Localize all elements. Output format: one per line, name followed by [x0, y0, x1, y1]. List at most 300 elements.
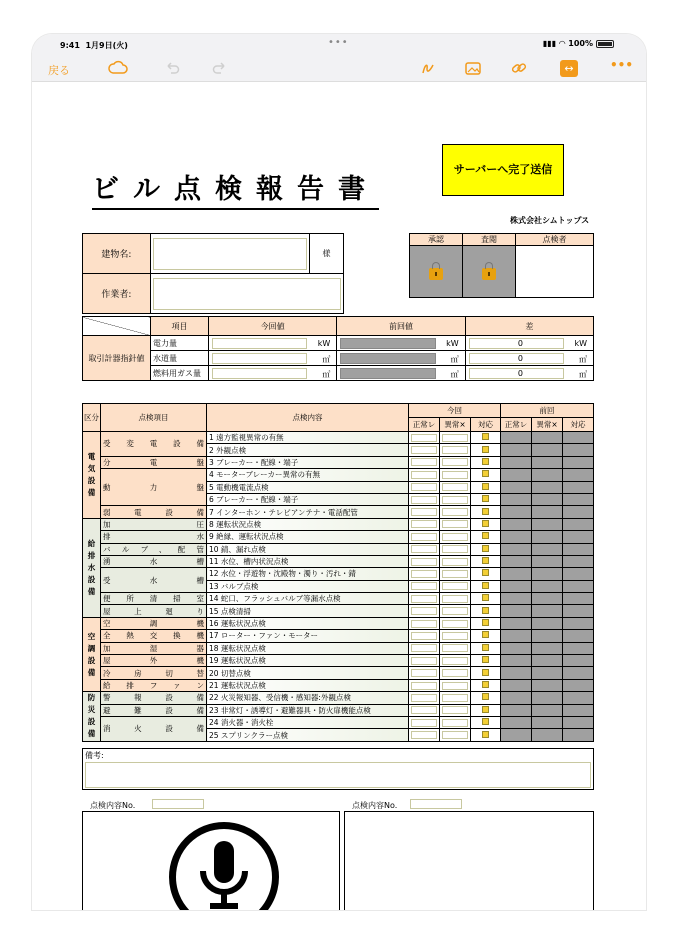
check-item-cell: 冷房切替	[101, 667, 207, 679]
action-marker-icon	[482, 458, 489, 465]
abnormal-checkbox[interactable]	[442, 508, 468, 516]
table-row	[83, 456, 594, 468]
prev-abnormal-cell	[532, 432, 563, 444]
photo-box-right[interactable]	[344, 811, 594, 910]
table-row	[83, 630, 594, 642]
normal-checkbox[interactable]	[411, 545, 437, 553]
check-content-cell: 2 外観点検	[207, 444, 409, 456]
normal-checkbox-cell	[409, 667, 440, 679]
prev-abnormal-cell	[532, 531, 563, 543]
action-marker-icon	[482, 433, 489, 440]
prev-action-cell	[563, 506, 594, 518]
abnormal-checkbox[interactable]	[442, 607, 468, 615]
photo-no-label-left: 点検内容No.	[90, 801, 136, 810]
pen-icon[interactable]	[420, 60, 436, 76]
prev-action-cell	[563, 655, 594, 667]
action-cell[interactable]	[471, 593, 501, 605]
multitask-dots[interactable]: •••	[328, 37, 349, 48]
normal-checkbox-cell	[409, 481, 440, 493]
normal-checkbox[interactable]	[411, 682, 437, 690]
check-content-cell: 1 遠方監視異常の有無	[207, 432, 409, 444]
normal-checkbox-cell	[409, 630, 440, 642]
power-current-input[interactable]: kW	[212, 338, 307, 349]
prev-abnormal-cell	[532, 543, 563, 555]
action-cell[interactable]	[471, 493, 501, 505]
normal-checkbox-cell	[409, 580, 440, 592]
expand-icon[interactable]: ↔	[560, 60, 578, 77]
abnormal-checkbox[interactable]	[442, 682, 468, 690]
abnormal-checkbox[interactable]	[442, 446, 468, 454]
normal-checkbox[interactable]	[411, 632, 437, 640]
check-item-cell: 湧水槽	[101, 555, 207, 567]
check-item-cell: 空調機	[101, 617, 207, 629]
normal-checkbox[interactable]	[411, 669, 437, 677]
check-item-cell: 屋外機	[101, 655, 207, 667]
normal-checkbox[interactable]	[411, 644, 437, 652]
lock-icon	[429, 268, 443, 280]
action-marker-icon	[482, 557, 489, 564]
action-marker-icon	[482, 706, 489, 713]
prev-normal-cell	[501, 568, 532, 580]
building-name-input[interactable]	[153, 238, 307, 270]
prev-abnormal-header: 異常×	[532, 418, 563, 432]
undo-icon[interactable]	[164, 60, 180, 76]
back-button[interactable]: 戻る	[48, 64, 70, 77]
abnormal-checkbox-cell	[440, 692, 471, 704]
normal-checkbox[interactable]	[411, 434, 437, 442]
building-name-label: 建物名:	[83, 234, 151, 274]
photo-box-left[interactable]	[82, 811, 340, 910]
diagonal-header	[83, 317, 151, 336]
normal-checkbox[interactable]	[411, 471, 437, 479]
check-item-cell: 排水	[101, 531, 207, 543]
action-marker-icon	[482, 532, 489, 539]
prev-abnormal-cell	[532, 667, 563, 679]
water-current-input[interactable]: ㎥	[212, 353, 307, 364]
action-cell[interactable]	[471, 506, 501, 518]
check-content-cell: 20 切替点検	[207, 667, 409, 679]
power-diff-value: 0 kW	[469, 338, 564, 349]
prev-action-cell	[563, 555, 594, 567]
prev-action-cell	[563, 605, 594, 617]
abnormal-checkbox[interactable]	[442, 471, 468, 479]
send-complete-button[interactable]: サーバーへ完了送信	[442, 144, 564, 196]
microphone-icon[interactable]	[169, 822, 279, 910]
device-frame	[32, 34, 646, 910]
abnormal-checkbox[interactable]	[442, 719, 468, 727]
kubun-cell: 空 調 設 備	[83, 617, 101, 691]
normal-checkbox[interactable]	[411, 731, 437, 739]
prev-normal-cell	[501, 580, 532, 592]
abnormal-checkbox[interactable]	[442, 620, 468, 628]
table-row	[83, 692, 594, 704]
normal-checkbox[interactable]	[411, 558, 437, 566]
action-cell[interactable]	[471, 692, 501, 704]
prev-action-cell	[563, 617, 594, 629]
normal-checkbox[interactable]	[411, 496, 437, 504]
prev-normal-cell	[501, 704, 532, 716]
action-cell[interactable]	[471, 568, 501, 580]
abnormal-checkbox[interactable]	[442, 458, 468, 466]
prev-abnormal-cell	[532, 580, 563, 592]
prev-abnormal-cell	[532, 716, 563, 728]
normal-checkbox-cell	[409, 518, 440, 530]
table-row	[83, 432, 594, 444]
prev-abnormal-cell	[532, 481, 563, 493]
more-icon[interactable]: •••	[610, 58, 634, 72]
normal-checkbox[interactable]	[411, 458, 437, 466]
prev-abnormal-cell	[532, 593, 563, 605]
prev-normal-cell	[501, 493, 532, 505]
abnormal-checkbox[interactable]	[442, 731, 468, 739]
prev-abnormal-cell	[532, 518, 563, 530]
abnormal-checkbox-cell	[440, 432, 471, 444]
table-row	[83, 679, 594, 691]
table-row	[83, 555, 594, 567]
abnormal-checkbox-cell	[440, 481, 471, 493]
check-content-cell: 21 運転状況点検	[207, 679, 409, 691]
action-cell[interactable]	[471, 605, 501, 617]
abnormal-checkbox[interactable]	[442, 483, 468, 491]
cloud-icon[interactable]	[108, 60, 128, 76]
prev-normal-cell	[501, 432, 532, 444]
abnormal-checkbox[interactable]	[442, 595, 468, 603]
abnormal-checkbox[interactable]	[442, 582, 468, 590]
remarks-input[interactable]	[85, 762, 591, 788]
check-item-cell: 給排ファン	[101, 679, 207, 691]
abnormal-checkbox[interactable]	[442, 706, 468, 714]
abnormal-checkbox-cell	[440, 555, 471, 567]
abnormal-checkbox-cell	[440, 518, 471, 530]
check-content-cell: 19 運転状況点検	[207, 655, 409, 667]
prev-normal-cell	[501, 617, 532, 629]
abnormal-checkbox-cell	[440, 568, 471, 580]
prev-action-cell	[563, 692, 594, 704]
prev-normal-cell	[501, 531, 532, 543]
action-cell[interactable]	[471, 469, 501, 481]
abnormal-checkbox-cell	[440, 456, 471, 468]
approval-stamp[interactable]	[410, 246, 463, 298]
action-cell[interactable]	[471, 617, 501, 629]
prev-normal-cell	[501, 667, 532, 679]
action-marker-icon	[482, 508, 489, 515]
check-item-cell: 受水槽	[101, 568, 207, 593]
prev-normal-cell	[501, 481, 532, 493]
photo-no-input-left[interactable]	[152, 799, 204, 809]
action-marker-icon	[482, 731, 489, 738]
normal-checkbox[interactable]	[411, 520, 437, 528]
abnormal-checkbox-cell	[440, 605, 471, 617]
worker-input[interactable]	[153, 278, 341, 310]
remarks-section	[82, 748, 594, 790]
normal-checkbox-cell	[409, 568, 440, 580]
abnormal-checkbox-cell	[440, 617, 471, 629]
action-cell[interactable]	[471, 518, 501, 530]
meter-current-header: 今回値	[209, 317, 337, 336]
abnormal-checkbox[interactable]	[442, 632, 468, 640]
normal-checkbox[interactable]	[411, 706, 437, 714]
check-content-cell: 6 ブレーカー・配線・端子	[207, 493, 409, 505]
check-content-cell: 25 スプリンクラー点検	[207, 729, 409, 741]
item-header: 点検項目	[101, 404, 207, 432]
action-cell[interactable]	[471, 704, 501, 716]
abnormal-checkbox[interactable]	[442, 570, 468, 578]
action-cell[interactable]	[471, 580, 501, 592]
normal-checkbox-cell	[409, 456, 440, 468]
normal-checkbox-cell	[409, 605, 440, 617]
check-content-cell: 5 電動機電流点検	[207, 481, 409, 493]
company-name: 株式会社シムトップス	[510, 216, 590, 225]
abnormal-checkbox-cell	[440, 444, 471, 456]
abnormal-checkbox-cell	[440, 469, 471, 481]
check-item-cell: 弱電設備	[101, 506, 207, 518]
abnormal-checkbox[interactable]	[442, 545, 468, 553]
prev-normal-header: 正常レ	[501, 418, 532, 432]
check-item-cell: 便所清掃室	[101, 593, 207, 605]
check-content-cell: 7 インターホン・テレビアンテナ・電話配管	[207, 506, 409, 518]
action-cell[interactable]	[471, 716, 501, 728]
prev-normal-cell	[501, 506, 532, 518]
normal-checkbox-cell	[409, 642, 440, 654]
abnormal-checkbox-cell	[440, 630, 471, 642]
action-cell[interactable]	[471, 432, 501, 444]
gas-current-input[interactable]: ㎥	[212, 368, 307, 379]
meter-item: 電力量	[151, 336, 209, 351]
action-cell[interactable]	[471, 555, 501, 567]
prev-abnormal-cell	[532, 444, 563, 456]
prev-normal-cell	[501, 655, 532, 667]
prev-action-cell	[563, 444, 594, 456]
action-marker-icon	[482, 619, 489, 626]
normal-checkbox-cell	[409, 531, 440, 543]
prev-abnormal-cell	[532, 679, 563, 691]
check-content-cell: 10 錆、漏れ点検	[207, 543, 409, 555]
abnormal-checkbox-cell	[440, 593, 471, 605]
action-marker-icon	[482, 545, 489, 552]
action-cell[interactable]	[471, 531, 501, 543]
meter-item: 水道量	[151, 351, 209, 366]
lock-icon	[482, 268, 496, 280]
table-row	[83, 716, 594, 728]
normal-checkbox-cell	[409, 432, 440, 444]
remarks-label: 備考:	[85, 751, 104, 760]
prev-action-cell	[563, 667, 594, 679]
check-item-cell: 避難設備	[101, 704, 207, 716]
image-icon[interactable]	[464, 60, 482, 76]
table-row	[83, 531, 594, 543]
abnormal-header: 異常×	[440, 418, 471, 432]
prev-action-cell	[563, 432, 594, 444]
normal-checkbox[interactable]	[411, 570, 437, 578]
action-marker-icon	[482, 483, 489, 490]
status-time: 9:41 1月9日(火)	[60, 41, 128, 50]
status-bar	[32, 34, 646, 56]
abnormal-checkbox[interactable]	[442, 533, 468, 541]
normal-checkbox[interactable]	[411, 607, 437, 615]
battery-percent: 100%	[568, 39, 593, 48]
building-info-table	[82, 233, 344, 314]
abnormal-checkbox-cell	[440, 704, 471, 716]
abnormal-checkbox[interactable]	[442, 496, 468, 504]
kubun-cell: 防 災 設 備	[83, 692, 101, 742]
prev-normal-cell	[501, 543, 532, 555]
prev-abnormal-cell	[532, 506, 563, 518]
toolbar	[32, 56, 646, 82]
action-cell[interactable]	[471, 642, 501, 654]
check-content-cell: 3 ブレーカー・配線・端子	[207, 456, 409, 468]
table-row	[83, 518, 594, 530]
prev-action-cell	[563, 481, 594, 493]
normal-checkbox[interactable]	[411, 657, 437, 665]
normal-checkbox[interactable]	[411, 595, 437, 603]
check-content-cell: 13 バルブ点検	[207, 580, 409, 592]
normal-checkbox-cell	[409, 617, 440, 629]
normal-checkbox-cell	[409, 444, 440, 456]
redo-icon[interactable]	[212, 60, 228, 76]
check-content-cell: 11 水位、槽内状況点検	[207, 555, 409, 567]
abnormal-checkbox-cell	[440, 679, 471, 691]
check-content-cell: 9 絶縁、運転状況点検	[207, 531, 409, 543]
normal-checkbox-cell	[409, 716, 440, 728]
normal-checkbox-cell	[409, 555, 440, 567]
action-marker-icon	[482, 656, 489, 663]
abnormal-checkbox-cell	[440, 580, 471, 592]
abnormal-checkbox[interactable]	[442, 669, 468, 677]
power-previous-value: kW	[340, 338, 435, 349]
abnormal-checkbox[interactable]	[442, 644, 468, 652]
abnormal-checkbox-cell	[440, 655, 471, 667]
normal-checkbox[interactable]	[411, 719, 437, 727]
normal-checkbox-cell	[409, 543, 440, 555]
status-right	[543, 39, 614, 48]
abnormal-checkbox-cell	[440, 716, 471, 728]
table-row	[83, 642, 594, 654]
normal-checkbox[interactable]	[411, 533, 437, 541]
battery-icon	[596, 40, 614, 48]
check-item-cell: 分電盤	[101, 456, 207, 468]
check-content-cell: 18 運転状況点検	[207, 642, 409, 654]
normal-checkbox[interactable]	[411, 483, 437, 491]
normal-checkbox-cell	[409, 729, 440, 741]
prev-action-cell	[563, 679, 594, 691]
kubun-cell: 電 気 設 備	[83, 432, 101, 519]
table-row	[83, 667, 594, 679]
abnormal-checkbox[interactable]	[442, 694, 468, 702]
table-row	[83, 469, 594, 481]
prev-normal-cell	[501, 630, 532, 642]
prev-abnormal-cell	[532, 617, 563, 629]
check-item-cell: 受変電設備	[101, 432, 207, 457]
abnormal-checkbox[interactable]	[442, 558, 468, 566]
photo-no-label-right: 点検内容No.	[352, 801, 398, 810]
normal-checkbox-cell	[409, 679, 440, 691]
table-row	[83, 655, 594, 667]
table-row	[83, 543, 594, 555]
action-cell[interactable]	[471, 729, 501, 741]
prev-normal-cell	[501, 605, 532, 617]
action-marker-icon	[482, 607, 489, 614]
action-cell[interactable]	[471, 481, 501, 493]
abnormal-checkbox[interactable]	[442, 657, 468, 665]
action-cell[interactable]	[471, 667, 501, 679]
gas-previous-value: ㎥	[340, 368, 435, 379]
prev-normal-cell	[501, 679, 532, 691]
worker-label: 作業者:	[83, 274, 151, 314]
link-icon[interactable]	[510, 60, 528, 76]
abnormal-checkbox[interactable]	[442, 434, 468, 442]
inspector-stamp[interactable]	[516, 246, 594, 298]
action-marker-icon	[482, 669, 489, 676]
action-cell[interactable]	[471, 444, 501, 456]
action-marker-icon	[482, 718, 489, 725]
table-row	[83, 506, 594, 518]
action-cell[interactable]	[471, 655, 501, 667]
inspector-header: 点検者	[516, 234, 594, 246]
abnormal-checkbox[interactable]	[442, 520, 468, 528]
check-item-cell: 警報設備	[101, 692, 207, 704]
prev-action-cell	[563, 543, 594, 555]
prev-normal-cell	[501, 593, 532, 605]
prev-action-cell	[563, 456, 594, 468]
action-cell[interactable]	[471, 456, 501, 468]
kubun-header: 区分	[83, 404, 101, 432]
normal-checkbox[interactable]	[411, 694, 437, 702]
normal-checkbox[interactable]	[411, 446, 437, 454]
prev-normal-cell	[501, 456, 532, 468]
prev-action-cell	[563, 704, 594, 716]
check-item-cell: 動力盤	[101, 469, 207, 506]
check-item-cell: 加湿器	[101, 642, 207, 654]
prev-normal-cell	[501, 555, 532, 567]
prev-abnormal-cell	[532, 704, 563, 716]
action-cell[interactable]	[471, 543, 501, 555]
action-marker-icon	[482, 681, 489, 688]
prev-abnormal-cell	[532, 493, 563, 505]
prev-abnormal-cell	[532, 456, 563, 468]
normal-checkbox[interactable]	[411, 582, 437, 590]
prev-action-header: 対応	[563, 418, 594, 432]
action-marker-icon	[482, 520, 489, 527]
prev-abnormal-cell	[532, 568, 563, 580]
prev-action-cell	[563, 580, 594, 592]
wifi-icon: ◠	[559, 39, 566, 48]
prev-abnormal-cell	[532, 729, 563, 741]
action-cell[interactable]	[471, 679, 501, 691]
action-cell[interactable]	[471, 630, 501, 642]
prev-abnormal-cell	[532, 655, 563, 667]
normal-checkbox[interactable]	[411, 620, 437, 628]
inspection-table	[82, 403, 594, 742]
normal-checkbox-cell	[409, 593, 440, 605]
check-item-cell: 全熱交換機	[101, 630, 207, 642]
normal-checkbox[interactable]	[411, 508, 437, 516]
prev-normal-cell	[501, 444, 532, 456]
prev-action-cell	[563, 642, 594, 654]
signal-icon: ▮▮▮	[542, 39, 557, 48]
table-row	[83, 704, 594, 716]
photo-no-input-right[interactable]	[410, 799, 462, 809]
review-header: 査閲	[463, 234, 516, 246]
action-marker-icon	[482, 495, 489, 502]
honorific-suffix: 様	[310, 234, 344, 274]
meter-diff-header: 差	[465, 317, 593, 336]
review-stamp[interactable]	[463, 246, 516, 298]
content-header: 点検内容	[207, 404, 409, 432]
prev-abnormal-cell	[532, 469, 563, 481]
action-marker-icon	[482, 594, 489, 601]
approval-header: 承認	[410, 234, 463, 246]
check-item-cell: バルブ、配管	[101, 543, 207, 555]
